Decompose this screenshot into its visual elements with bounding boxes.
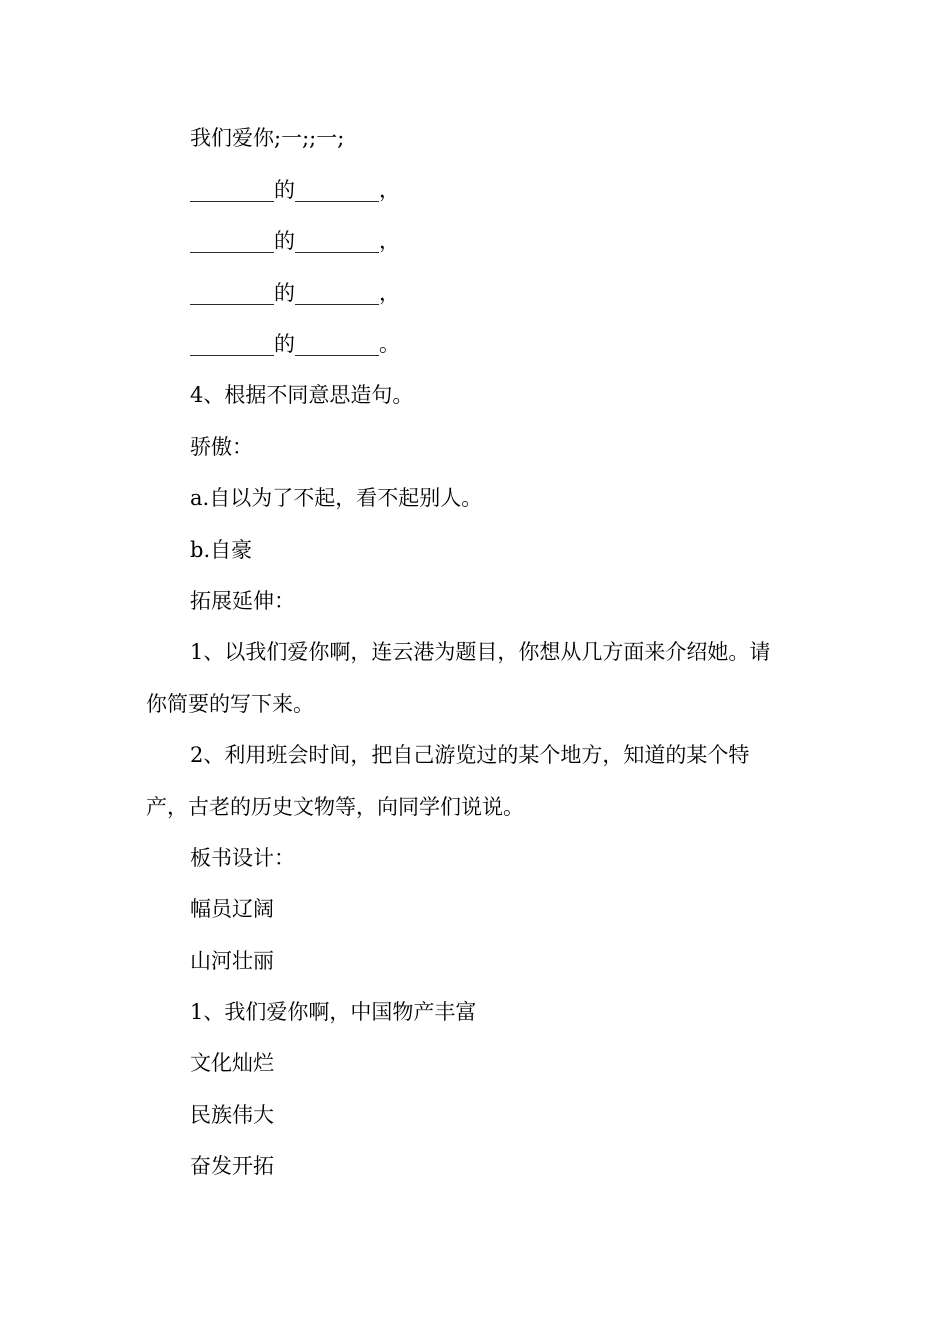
section-heading: 板书设计： — [190, 846, 295, 870]
exercise-heading: 4、根据不同意思造句。 — [190, 383, 414, 407]
paragraph-line: 1、以我们爱你啊，连云港为题目，你想从几方面来介绍她。请 — [190, 640, 771, 664]
text-line: 我们爱你;一;;一; — [190, 126, 345, 150]
section-heading: 拓展延伸： — [190, 589, 295, 613]
board-item: 1、我们爱你啊，中国物产丰富 — [190, 1000, 477, 1024]
fill-in-blank-line: ________的________， — [190, 281, 400, 305]
meaning-b: b.自豪 — [190, 538, 253, 562]
board-item: 民族伟大 — [190, 1103, 274, 1127]
board-item: 幅员辽阔 — [190, 897, 274, 921]
board-item: 奋发开拓 — [190, 1154, 274, 1178]
fill-in-blank-line: ________的________。 — [190, 332, 400, 356]
fill-in-blank-line: ________的________， — [190, 229, 400, 253]
paragraph-line: 你简要的写下来。 — [146, 692, 314, 716]
meaning-a: a.自以为了不起，看不起别人。 — [190, 486, 483, 510]
fill-in-blank-line: ________的________， — [190, 178, 400, 202]
paragraph-line: 2、利用班会时间，把自己游览过的某个地方，知道的某个特 — [190, 743, 750, 767]
board-item: 山河壮丽 — [190, 949, 274, 973]
word-label: 骄傲： — [190, 435, 253, 459]
board-item: 文化灿烂 — [190, 1051, 274, 1075]
paragraph-line: 产，古老的历史文物等，向同学们说说。 — [146, 795, 524, 819]
